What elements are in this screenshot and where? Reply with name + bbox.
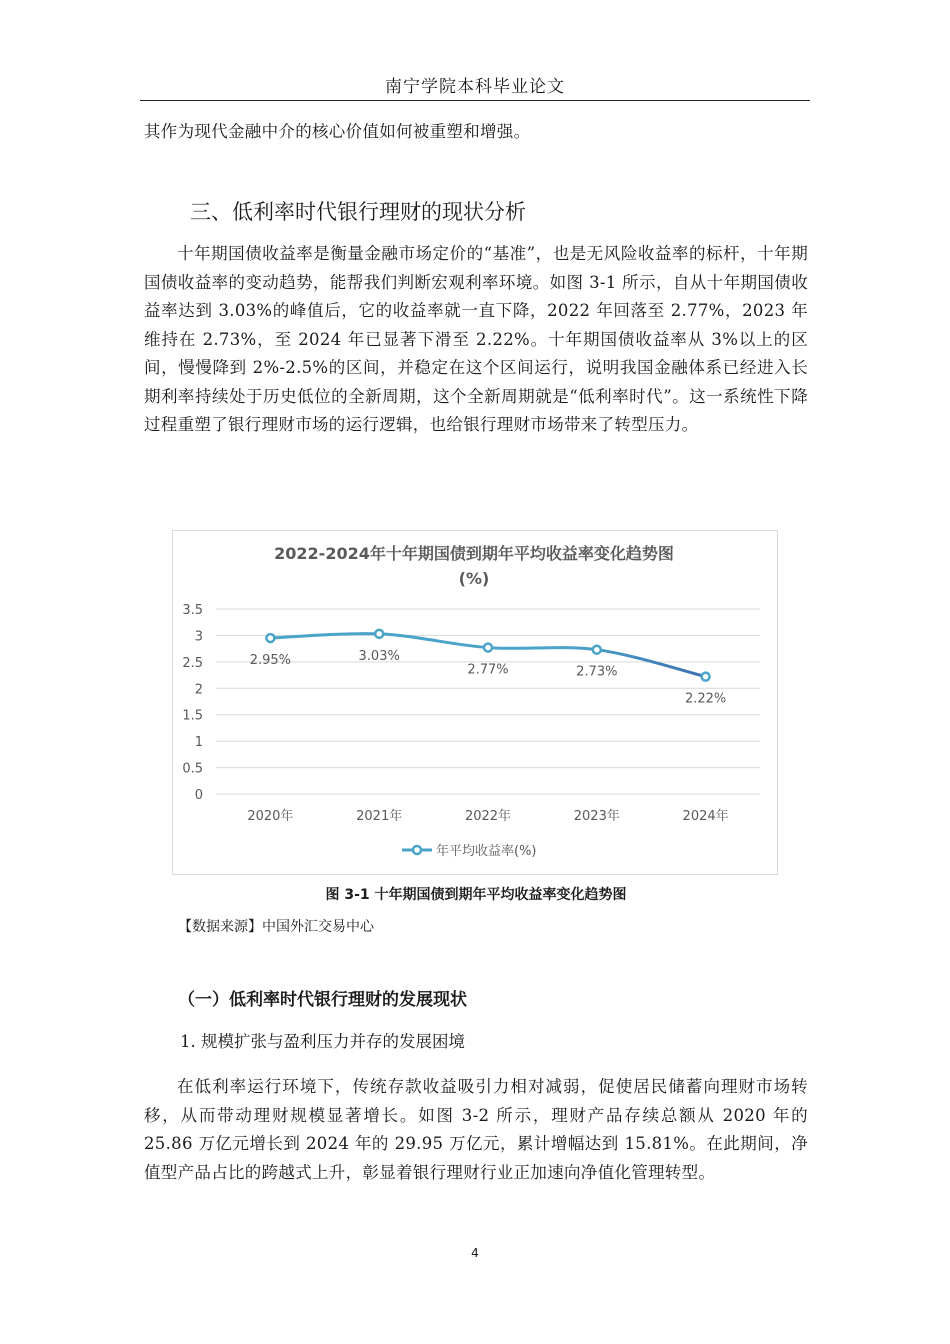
data-point (266, 634, 274, 642)
y-tick-label: 1 (194, 735, 203, 751)
y-tick-label: 2 (194, 682, 203, 698)
y-tick-label: 0.5 (182, 761, 203, 777)
subsection-heading: （一）低利率时代银行理财的发展现状 (178, 990, 467, 1010)
x-tick-label: 2021年 (356, 809, 403, 824)
y-tick-label: 1.5 (182, 708, 203, 724)
data-source: 【数据来源】中国外汇交易中心 (178, 919, 374, 935)
x-tick-label: 2023年 (573, 809, 620, 824)
data-point (593, 646, 601, 654)
intro-continuation: 其作为现代金融中介的核心价值如何被重塑和增强。 (144, 122, 531, 141)
data-point (702, 673, 710, 681)
data-label: 3.03% (358, 648, 400, 664)
chart-title-unit: (%) (458, 569, 490, 588)
y-tick-label: 2.5 (182, 655, 203, 671)
legend-marker (413, 846, 421, 854)
page-number: 4 (471, 1246, 479, 1260)
item-heading: 1. 规模扩张与盈利压力并存的发展困境 (180, 1032, 465, 1051)
figure-caption: 图 3-1 十年期国债到期年平均收益率变化趋势图 (325, 887, 627, 903)
data-point (375, 630, 383, 638)
y-tick-label: 3 (194, 629, 203, 645)
y-tick-label: 3.5 (182, 603, 203, 618)
subsection-paragraph: 在低利率运行环境下，传统存款收益吸引力相对减弱，促使居民储蓄向理财市场转移，从而带动理财规模显著增长。如图 3-2 所示，理财产品存续总额从 2020 年的 25.86 万亿元增长到 2024 年的 29.95 万亿元，累计增幅达到 15.81%。在此期间，净值型产品占比的跨越式上升，彰显着银行理财行业正加速向净值化管理转型。 (144, 1077, 808, 1182)
data-label: 2.73% (576, 664, 618, 680)
x-tick-label: 2024年 (682, 809, 729, 824)
y-tick-label: 0 (194, 788, 203, 803)
data-label: 2.77% (467, 662, 509, 678)
x-tick-label: 2020年 (247, 809, 294, 824)
data-label: 2.22% (684, 691, 727, 707)
x-tick-label: 2022年 (464, 809, 512, 824)
chart-title: 2022-2024年十年期国债到期年平均收益率变化趋势图 (274, 544, 674, 563)
data-label: 2.95% (249, 653, 292, 669)
page-header: 南宁学院本科毕业论文 (385, 77, 565, 97)
section-heading: 三、低利率时代银行理财的现状分析 (190, 200, 526, 224)
data-point (484, 644, 492, 652)
section-paragraph: 十年期国债收益率是衡量金融市场定价的“基准”，也是无风险收益率的标杆，十年期国债收益率的变动趋势，能帮我们判断宏观利率环境。如图 3-1 所示，自从十年期国债收益率达到 3.03%的峰值后，它的收益率就一直下降，2022 年回落至 2.77%，2023 年维持在 2.73%，至 2024 年已显著下滑至 2.22%。十年期国债收益率从 3%以上的区间，慢慢降到 2%-2.5%的区间，并稳定在这个区间运行，说明我国金融体系已经进入长期利率持续处于历史低位的全新周期，这个全新周期就是“低利率时代”。这一系统性下降过程重塑了银行理财市场的运行逻辑，也给银行理财市场带来了转型压力。 (144, 244, 808, 434)
legend-label: 年平均收益率(%) (436, 844, 537, 859)
